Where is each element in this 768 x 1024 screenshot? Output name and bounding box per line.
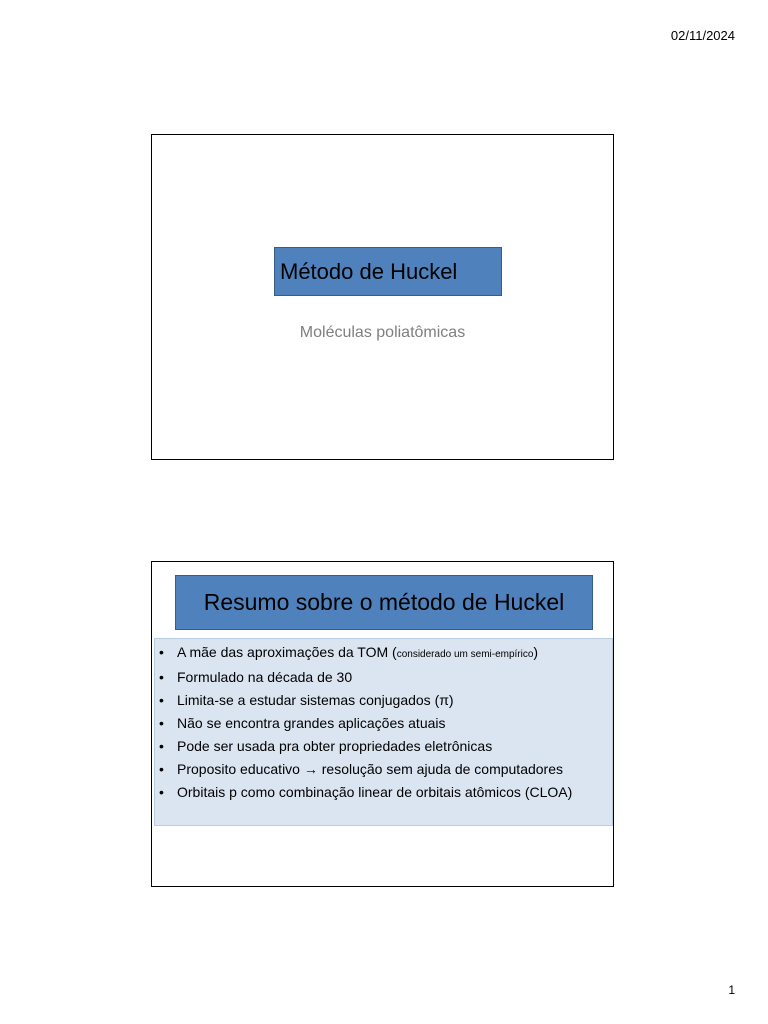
list-item	[159, 758, 612, 781]
list-item	[159, 712, 612, 735]
bullet-icon: •	[159, 738, 164, 754]
slide-2-title: Resumo sobre o método de Huckel	[175, 575, 593, 630]
slide-1-subtitle: Moléculas poliatômicas	[299, 324, 466, 341]
list-item-text: Não se encontra grandes aplicações atuais	[177, 715, 446, 731]
bullet-icon: •	[159, 644, 164, 660]
list-item-note: considerado um semi-empírico	[396, 649, 534, 660]
list-item	[159, 735, 612, 758]
list-item	[159, 689, 612, 712]
list-item-text: Orbitais p como combinação linear de orbitais atômicos (CLOA)	[177, 784, 573, 800]
list-item-text: Formulado na década de 30	[177, 669, 353, 685]
slide-1-title: Método de Huckel	[274, 247, 502, 296]
list-item-text: Pode ser usada pra obter propriedades eletrônicas	[177, 738, 493, 754]
bullet-icon: •	[159, 692, 164, 708]
bullet-icon: •	[159, 715, 164, 731]
list-item	[159, 641, 612, 666]
header-date: 02/11/2024	[670, 28, 735, 43]
slide-2	[151, 561, 614, 887]
list-item-text: A mãe das aproximações da TOM	[177, 644, 393, 660]
bullet-icon: •	[159, 669, 164, 685]
list-item	[159, 781, 612, 804]
bullet-icon: •	[159, 784, 164, 800]
list-item-text: Proposito educativo → resolução sem ajuda de computadores	[177, 761, 563, 777]
bullet-list	[159, 641, 612, 804]
list-item-note-open: (	[392, 644, 397, 660]
slide-1	[151, 134, 614, 460]
list-item-note-close: )	[533, 644, 539, 660]
bullet-icon: •	[159, 761, 164, 777]
list-item	[159, 666, 612, 689]
list-item-text: Limita-se a estudar sistemas conjugados (π)	[177, 692, 454, 708]
bullet-list-box	[154, 638, 613, 826]
page-number: 1	[728, 983, 735, 997]
